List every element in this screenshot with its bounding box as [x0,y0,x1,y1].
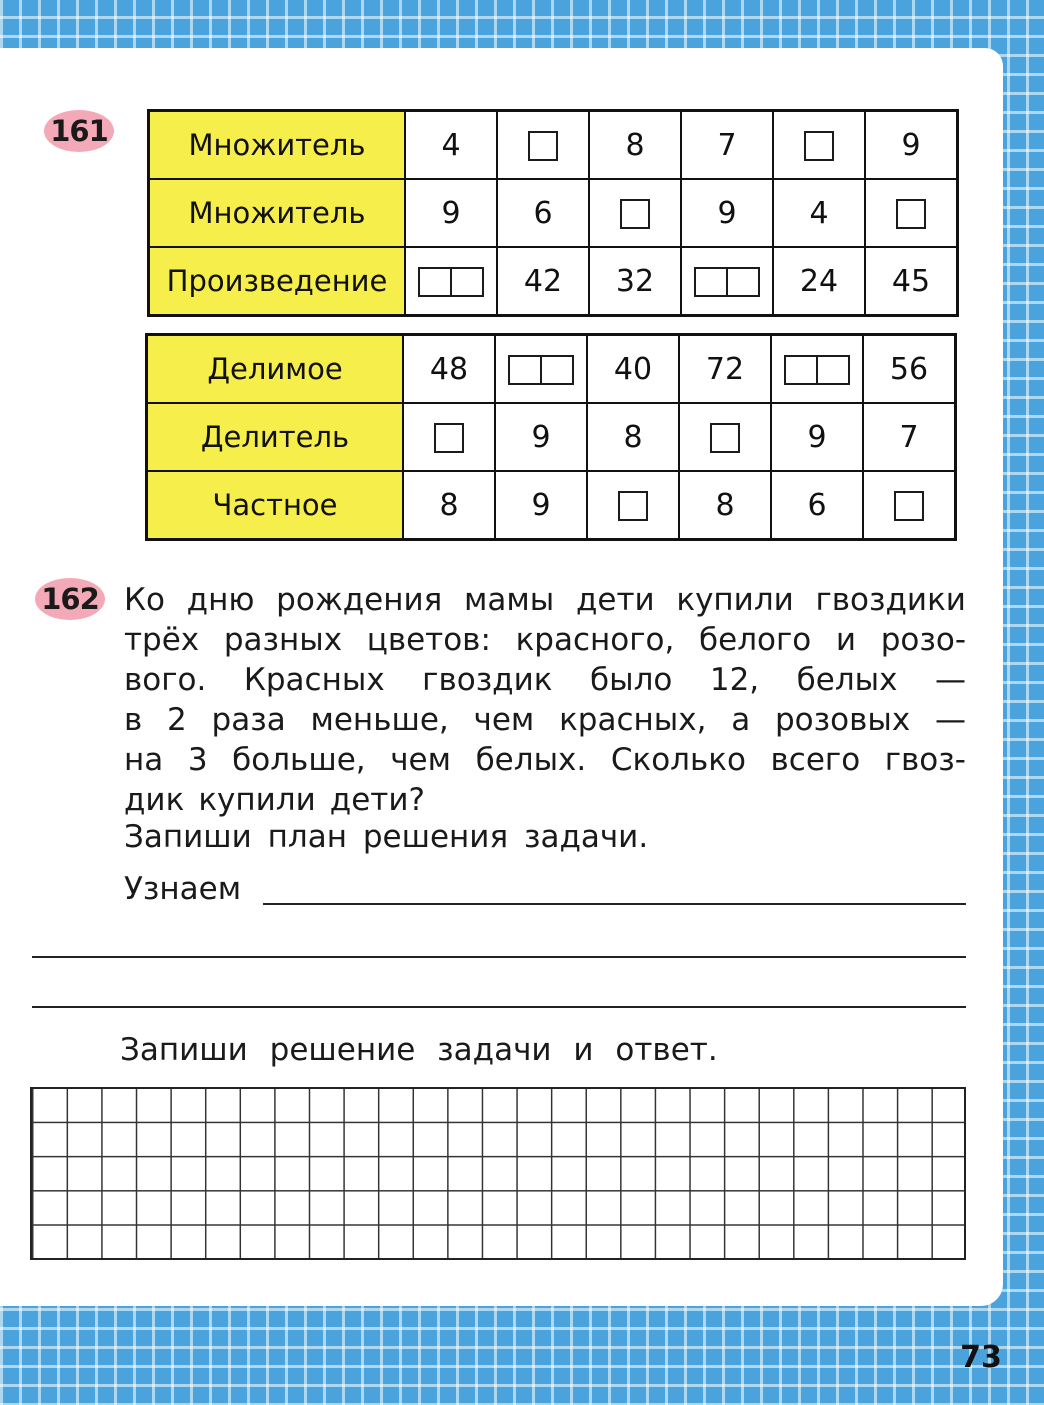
value-cell: 9 [681,179,773,247]
task-text-line [124,780,966,820]
empty-answer-cell[interactable] [589,179,681,247]
word: купили [676,582,794,618]
word: 12, [709,662,760,698]
word: белых. [475,742,587,778]
row-label: Делимое [147,335,404,404]
squared-answer-area[interactable] [30,1087,966,1260]
empty-answer-cell[interactable] [679,403,771,471]
value-cell: 8 [679,471,771,540]
value-cell: 48 [403,335,495,404]
value-cell: 9 [495,471,587,540]
row-label: Частное [147,471,404,540]
word: розовых [775,702,911,738]
word: всего [770,742,861,778]
value-cell: 8 [403,471,495,540]
double-digit-box[interactable] [694,267,760,297]
row-label: Произведение [149,247,406,316]
task-162-text [124,580,966,820]
table-row [147,403,956,471]
word: дети [575,582,655,618]
word: было [589,662,673,698]
double-digit-box[interactable] [784,355,850,385]
single-digit-box[interactable] [896,199,926,229]
value-cell: 9 [865,111,958,180]
word: красного, [515,622,675,658]
empty-answer-cell[interactable] [865,179,958,247]
task-text-line [124,660,966,700]
empty-answer-cell[interactable] [771,335,863,404]
answer-line-3[interactable] [32,1006,966,1008]
table-row [147,471,956,540]
table-row [147,335,956,404]
single-digit-box[interactable] [804,131,834,161]
value-cell: 40 [587,335,679,404]
value-cell: 45 [865,247,958,316]
word: цветов: [366,622,491,658]
value-cell: 8 [587,403,679,471]
value-cell: 9 [495,403,587,471]
value-cell: 9 [405,179,497,247]
word: на [124,742,164,778]
table-row [149,179,958,247]
empty-answer-cell[interactable] [863,471,956,540]
word: дети? [329,782,425,818]
word: белого [699,622,812,658]
value-cell: 56 [863,335,956,404]
page-number: 73 [960,1340,1002,1375]
word: — [934,702,966,738]
value-cell: 42 [497,247,589,316]
word: красных, [559,702,707,738]
task-text-line [124,700,966,740]
single-digit-box[interactable] [618,491,648,521]
value-cell: 24 [773,247,865,316]
word: гвоздик [422,662,553,698]
word: 3 [187,742,208,778]
value-cell: 6 [497,179,589,247]
word: раза [211,702,286,738]
answer-line-2[interactable] [32,956,966,958]
empty-answer-cell[interactable] [587,471,679,540]
plan-start-label: Узнаем [124,871,242,907]
word: белых [796,662,898,698]
task-text-line [124,740,966,780]
value-cell: 72 [679,335,771,404]
value-cell: 4 [405,111,497,180]
value-cell: 7 [863,403,956,471]
plan-prompt: Запиши план решения задачи. [124,819,649,855]
task-162-badge: 162 [35,578,105,620]
solution-prompt: Запиши решение задачи и ответ. [120,1032,718,1068]
word: дню [186,582,255,618]
single-digit-box[interactable] [710,423,740,453]
value-cell: 4 [773,179,865,247]
word: Красных [243,662,385,698]
empty-answer-cell[interactable] [403,403,495,471]
value-cell: 6 [771,471,863,540]
row-label: Множитель [149,111,406,180]
word: гвоздики [815,582,966,618]
single-digit-box[interactable] [434,423,464,453]
single-digit-box[interactable] [528,131,558,161]
empty-answer-cell[interactable] [497,111,589,180]
word: меньше, [310,702,449,738]
word: трёх [124,622,200,658]
task-text-line [124,620,966,660]
word: и [835,622,857,658]
single-digit-box[interactable] [894,491,924,521]
word: дик [124,782,185,818]
word: больше, [232,742,366,778]
double-digit-box[interactable] [508,355,574,385]
value-cell: 32 [589,247,681,316]
empty-answer-cell[interactable] [405,247,497,316]
word: чем [390,742,451,778]
word: розо- [880,622,966,658]
word: — [935,662,966,698]
empty-answer-cell[interactable] [773,111,865,180]
word: в [124,702,143,738]
word: купили [198,782,316,818]
value-cell: 7 [681,111,773,180]
word: разных [223,622,343,658]
word: Ко [124,582,165,618]
row-label: Делитель [147,403,404,471]
value-cell: 9 [771,403,863,471]
double-digit-box[interactable] [418,267,484,297]
task-text-line [124,580,966,620]
multiplication-table [147,109,959,317]
word: гвоз- [884,742,966,778]
word: мамы [464,582,555,618]
value-cell: 8 [589,111,681,180]
empty-answer-cell[interactable] [681,247,773,316]
word: чем [473,702,535,738]
row-label: Множитель [149,179,406,247]
task-161-badge: 161 [44,110,114,152]
word: рождения [276,582,443,618]
division-table [145,333,957,541]
answer-line-1[interactable] [263,903,966,905]
table-row [149,247,958,316]
word: вого. [124,662,207,698]
word: 2 [167,702,187,738]
empty-answer-cell[interactable] [495,335,587,404]
word: Сколько [610,742,746,778]
table-row [149,111,958,180]
word: а [731,702,751,738]
single-digit-box[interactable] [620,199,650,229]
